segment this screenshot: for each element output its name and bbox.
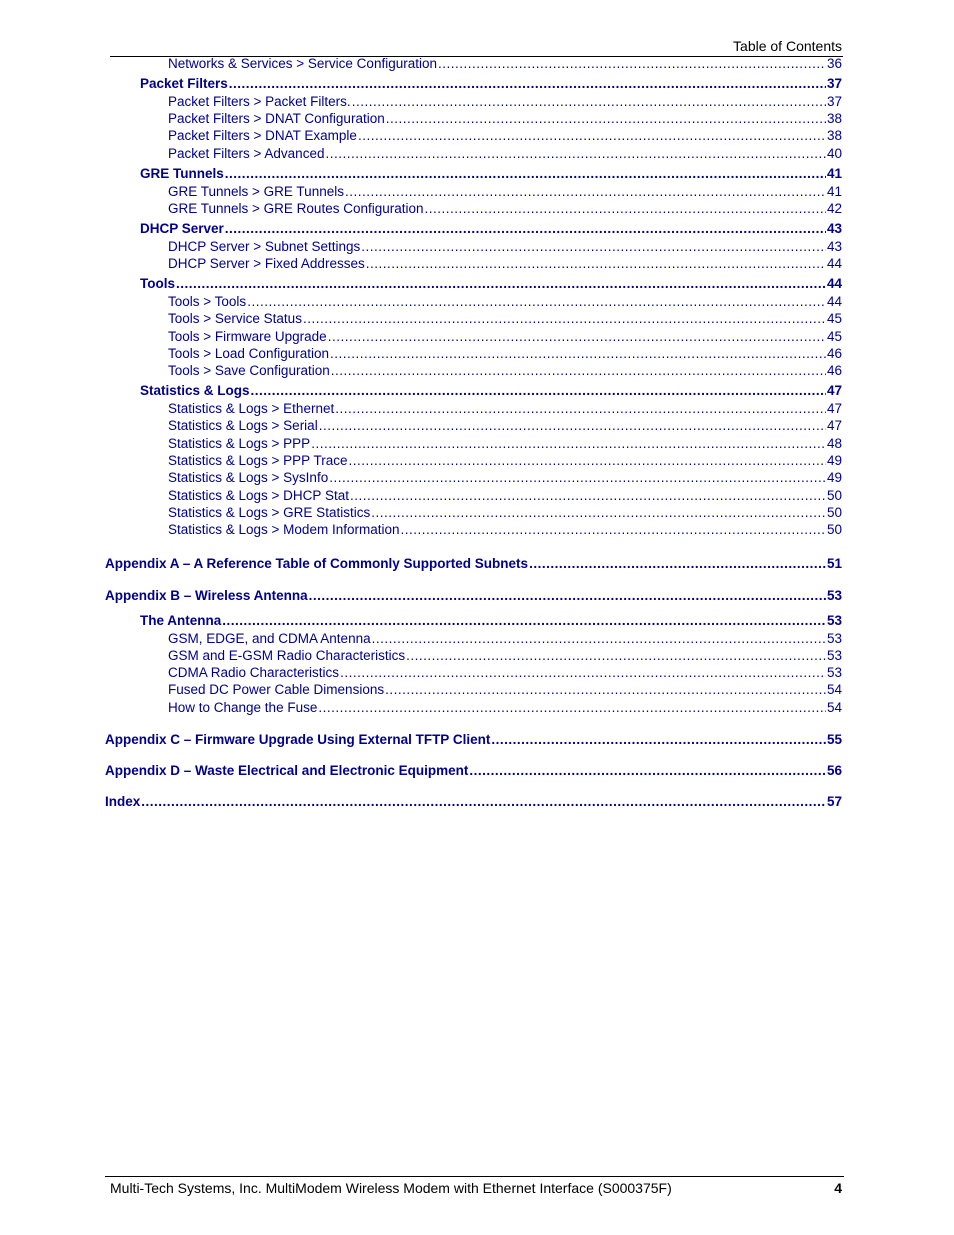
toc-entry-label[interactable]: Tools > Tools: [168, 294, 247, 310]
toc-entry-label[interactable]: Networks & Services > Service Configuration: [168, 56, 437, 71]
toc-entry-page[interactable]: 48: [826, 435, 842, 451]
toc-entry[interactable]: [105, 793, 842, 811]
toc-entry-label[interactable]: Tools: [140, 276, 175, 292]
toc-entry-page[interactable]: 45: [826, 311, 842, 327]
toc-entry[interactable]: [105, 165, 842, 183]
toc-entry[interactable]: [105, 681, 842, 698]
toc-entry[interactable]: [105, 555, 842, 573]
toc-entry-page[interactable]: 49: [826, 453, 842, 469]
toc-entry-page[interactable]: 42: [826, 200, 842, 216]
toc-entry-page[interactable]: 46: [826, 345, 842, 361]
toc-leader-dots: [438, 55, 826, 72]
toc-entry-label[interactable]: How to Change the Fuse: [168, 699, 318, 715]
toc-entry-label[interactable]: Appendix A – A Reference Table of Commonly Supported Subnets: [105, 555, 529, 571]
toc-entry[interactable]: [105, 55, 842, 72]
toc-leader-dots: [319, 417, 826, 434]
toc-leader-dots: [352, 93, 826, 110]
toc-entry[interactable]: [105, 587, 842, 605]
toc-entry[interactable]: [105, 310, 842, 327]
toc-entry-page[interactable]: 36: [826, 56, 842, 71]
toc-entry-page[interactable]: 46: [826, 363, 842, 379]
toc-entry-label[interactable]: Packet Filters: [140, 75, 228, 91]
toc-entry-label[interactable]: Statistics & Logs > PPP Trace: [168, 453, 348, 469]
toc-leader-dots: [318, 699, 826, 716]
toc-entry-label[interactable]: Appendix B – Wireless Antenna: [105, 587, 308, 603]
toc-entry-label[interactable]: GSM and E-GSM Radio Characteristics: [168, 647, 406, 663]
toc-leader-dots: [345, 183, 826, 200]
toc-entry-label[interactable]: Packet Filters > DNAT Configuration: [168, 111, 385, 127]
footer-page-number: 4: [834, 1180, 842, 1196]
toc-entry[interactable]: [105, 145, 842, 162]
toc-leader-dots: [385, 681, 826, 698]
toc-entry[interactable]: [105, 183, 842, 200]
toc-entry[interactable]: [105, 452, 842, 469]
toc-leader-dots: [386, 110, 826, 127]
toc-entry-page[interactable]: 37: [826, 93, 842, 109]
toc-entry-label[interactable]: GRE Tunnels: [140, 165, 224, 181]
toc-leader-dots: [340, 664, 826, 681]
toc-entry-label[interactable]: Statistics & Logs > Serial: [168, 418, 318, 434]
toc-entry[interactable]: [105, 435, 842, 452]
toc-entry-page[interactable]: 53: [826, 612, 842, 628]
toc-entry-label[interactable]: Statistics & Logs > Ethernet: [168, 401, 335, 417]
toc-entry-label[interactable]: Statistics & Logs > Modem Information: [168, 522, 400, 538]
toc-entry[interactable]: [105, 75, 842, 93]
toc-entry[interactable]: [105, 417, 842, 434]
toc-entry-label[interactable]: Tools > Firmware Upgrade: [168, 328, 327, 344]
toc-entry[interactable]: [105, 400, 842, 417]
toc-entry-label[interactable]: Packet Filters > Packet Filters.: [168, 93, 351, 109]
toc-entry-page[interactable]: 50: [826, 522, 842, 538]
toc-entry-page[interactable]: 41: [826, 165, 842, 181]
toc-entry[interactable]: [105, 110, 842, 127]
toc-leader-dots: [406, 647, 826, 664]
toc-leader-dots: [348, 452, 826, 469]
toc-entry-page[interactable]: 38: [826, 111, 842, 127]
toc-leader-dots: [328, 328, 826, 345]
toc-entry-page[interactable]: 53: [826, 587, 842, 603]
toc-entry[interactable]: [105, 612, 842, 630]
footer-text: Multi-Tech Systems, Inc. MultiModem Wireless Modem with Ethernet Interface (S000375F): [110, 1180, 672, 1196]
toc-entry[interactable]: [105, 762, 842, 780]
toc-entry-page[interactable]: 57: [826, 793, 842, 809]
toc-entry-page[interactable]: 38: [826, 128, 842, 144]
toc-leader-dots: [251, 382, 826, 400]
toc-leader-dots: [469, 762, 826, 780]
toc-entry-label[interactable]: GRE Tunnels > GRE Tunnels: [168, 183, 344, 199]
toc-entry[interactable]: [105, 647, 842, 664]
toc-leader-dots: [222, 612, 826, 630]
toc-leader-dots: [176, 275, 826, 293]
toc-entry-label[interactable]: Statistics & Logs: [140, 383, 250, 399]
toc-entry-page[interactable]: 53: [826, 630, 842, 646]
toc-entry[interactable]: [105, 469, 842, 486]
toc-entry[interactable]: [105, 382, 842, 400]
toc-leader-dots: [529, 555, 826, 573]
toc-entry-page[interactable]: 47: [826, 383, 842, 399]
toc-entry-label[interactable]: Tools > Load Configuration: [168, 345, 329, 361]
toc-entry[interactable]: [105, 200, 842, 217]
toc-leader-dots: [372, 630, 826, 647]
toc-entry-label[interactable]: GSM, EDGE, and CDMA Antenna: [168, 630, 371, 646]
toc-entry-label[interactable]: Appendix D – Waste Electrical and Electronic Equipment: [105, 762, 469, 778]
toc-entry[interactable]: [105, 275, 842, 293]
toc-entry[interactable]: [105, 664, 842, 681]
toc-entry-label[interactable]: Fused DC Power Cable Dimensions: [168, 682, 385, 698]
table-of-contents: [105, 55, 842, 811]
toc-entry-label[interactable]: Packet Filters > Advanced: [168, 145, 325, 161]
toc-entry-page[interactable]: 49: [826, 470, 842, 486]
toc-entry[interactable]: [105, 127, 842, 144]
toc-entry-page[interactable]: 44: [826, 276, 842, 292]
toc-entry-label[interactable]: The Antenna: [140, 612, 222, 628]
toc-leader-dots: [225, 220, 826, 238]
toc-entry-page[interactable]: 50: [826, 504, 842, 520]
toc-leader-dots: [361, 238, 826, 255]
toc-entry-page[interactable]: 37: [826, 75, 842, 91]
toc-entry-page[interactable]: 41: [826, 183, 842, 199]
toc-entry[interactable]: [105, 521, 842, 538]
toc-leader-dots: [303, 310, 826, 327]
toc-entry-page[interactable]: 45: [826, 328, 842, 344]
toc-entry-label[interactable]: DHCP Server > Subnet Settings: [168, 238, 361, 254]
toc-entry-page[interactable]: 47: [826, 418, 842, 434]
toc-leader-dots: [329, 469, 826, 486]
toc-entry[interactable]: [105, 220, 842, 238]
toc-entry[interactable]: [105, 238, 842, 255]
toc-leader-dots: [350, 487, 826, 504]
page-header-title: Table of Contents: [733, 38, 842, 54]
toc-leader-dots: [311, 435, 826, 452]
toc-entry-page[interactable]: 47: [826, 401, 842, 417]
toc-entry[interactable]: [105, 362, 842, 379]
toc-entry[interactable]: [105, 487, 842, 504]
toc-leader-dots: [309, 587, 826, 605]
toc-entry[interactable]: [105, 93, 842, 110]
toc-leader-dots: [141, 793, 826, 811]
toc-entry-page[interactable]: 51: [826, 555, 842, 571]
toc-leader-dots: [330, 345, 826, 362]
toc-leader-dots: [400, 521, 825, 538]
toc-leader-dots: [331, 362, 826, 379]
toc-leader-dots: [225, 165, 826, 183]
toc-entry-page[interactable]: 40: [826, 145, 842, 161]
toc-entry[interactable]: [105, 504, 842, 521]
toc-leader-dots: [335, 400, 826, 417]
toc-entry-label[interactable]: DHCP Server: [140, 220, 224, 236]
footer-rule: [105, 1176, 844, 1177]
toc-entry-label[interactable]: GRE Tunnels > GRE Routes Configuration: [168, 200, 424, 216]
toc-entry-page[interactable]: 43: [826, 220, 842, 236]
toc-leader-dots: [229, 75, 826, 93]
toc-entry-page[interactable]: 43: [826, 238, 842, 254]
toc-entry-page[interactable]: 53: [826, 665, 842, 681]
toc-entry-page[interactable]: 50: [826, 487, 842, 503]
toc-entry-label[interactable]: Statistics & Logs > SysInfo: [168, 470, 329, 486]
toc-entry-label[interactable]: DHCP Server > Fixed Addresses: [168, 256, 365, 272]
toc-entry[interactable]: [105, 699, 842, 716]
toc-entry-page[interactable]: 55: [826, 731, 842, 747]
toc-leader-dots: [366, 255, 826, 272]
toc-leader-dots: [371, 504, 826, 521]
toc-entry-page[interactable]: 53: [826, 647, 842, 663]
toc-entry-label[interactable]: Tools > Save Configuration: [168, 363, 330, 379]
toc-entry-label[interactable]: Tools > Service Status: [168, 311, 302, 327]
toc-entry[interactable]: [105, 293, 842, 310]
toc-entry-page[interactable]: 54: [826, 682, 842, 698]
toc-entry-label[interactable]: Packet Filters > DNAT Example: [168, 128, 357, 144]
toc-leader-dots: [491, 731, 826, 749]
toc-leader-dots: [325, 145, 826, 162]
toc-entry[interactable]: [105, 328, 842, 345]
toc-entry[interactable]: [105, 255, 842, 272]
toc-entry[interactable]: [105, 630, 842, 647]
toc-leader-dots: [425, 200, 826, 217]
toc-entry-label[interactable]: Statistics & Logs > PPP: [168, 435, 311, 451]
toc-leader-dots: [358, 127, 826, 144]
toc-entry-page[interactable]: 56: [826, 762, 842, 778]
toc-entry-label[interactable]: Statistics & Logs > DHCP Stat: [168, 487, 349, 503]
toc-entry-page[interactable]: 44: [826, 294, 842, 310]
toc-entry-page[interactable]: 54: [826, 699, 842, 715]
toc-entry-label[interactable]: Index: [105, 793, 141, 809]
toc-leader-dots: [247, 293, 826, 310]
toc-entry[interactable]: [105, 731, 842, 749]
toc-entry-label[interactable]: Statistics & Logs > GRE Statistics: [168, 504, 371, 520]
toc-entry[interactable]: [105, 345, 842, 362]
toc-entry-label[interactable]: Appendix C – Firmware Upgrade Using External TFTP Client: [105, 731, 491, 747]
toc-entry-label[interactable]: CDMA Radio Characteristics: [168, 665, 340, 681]
toc-entry-page[interactable]: 44: [826, 256, 842, 272]
